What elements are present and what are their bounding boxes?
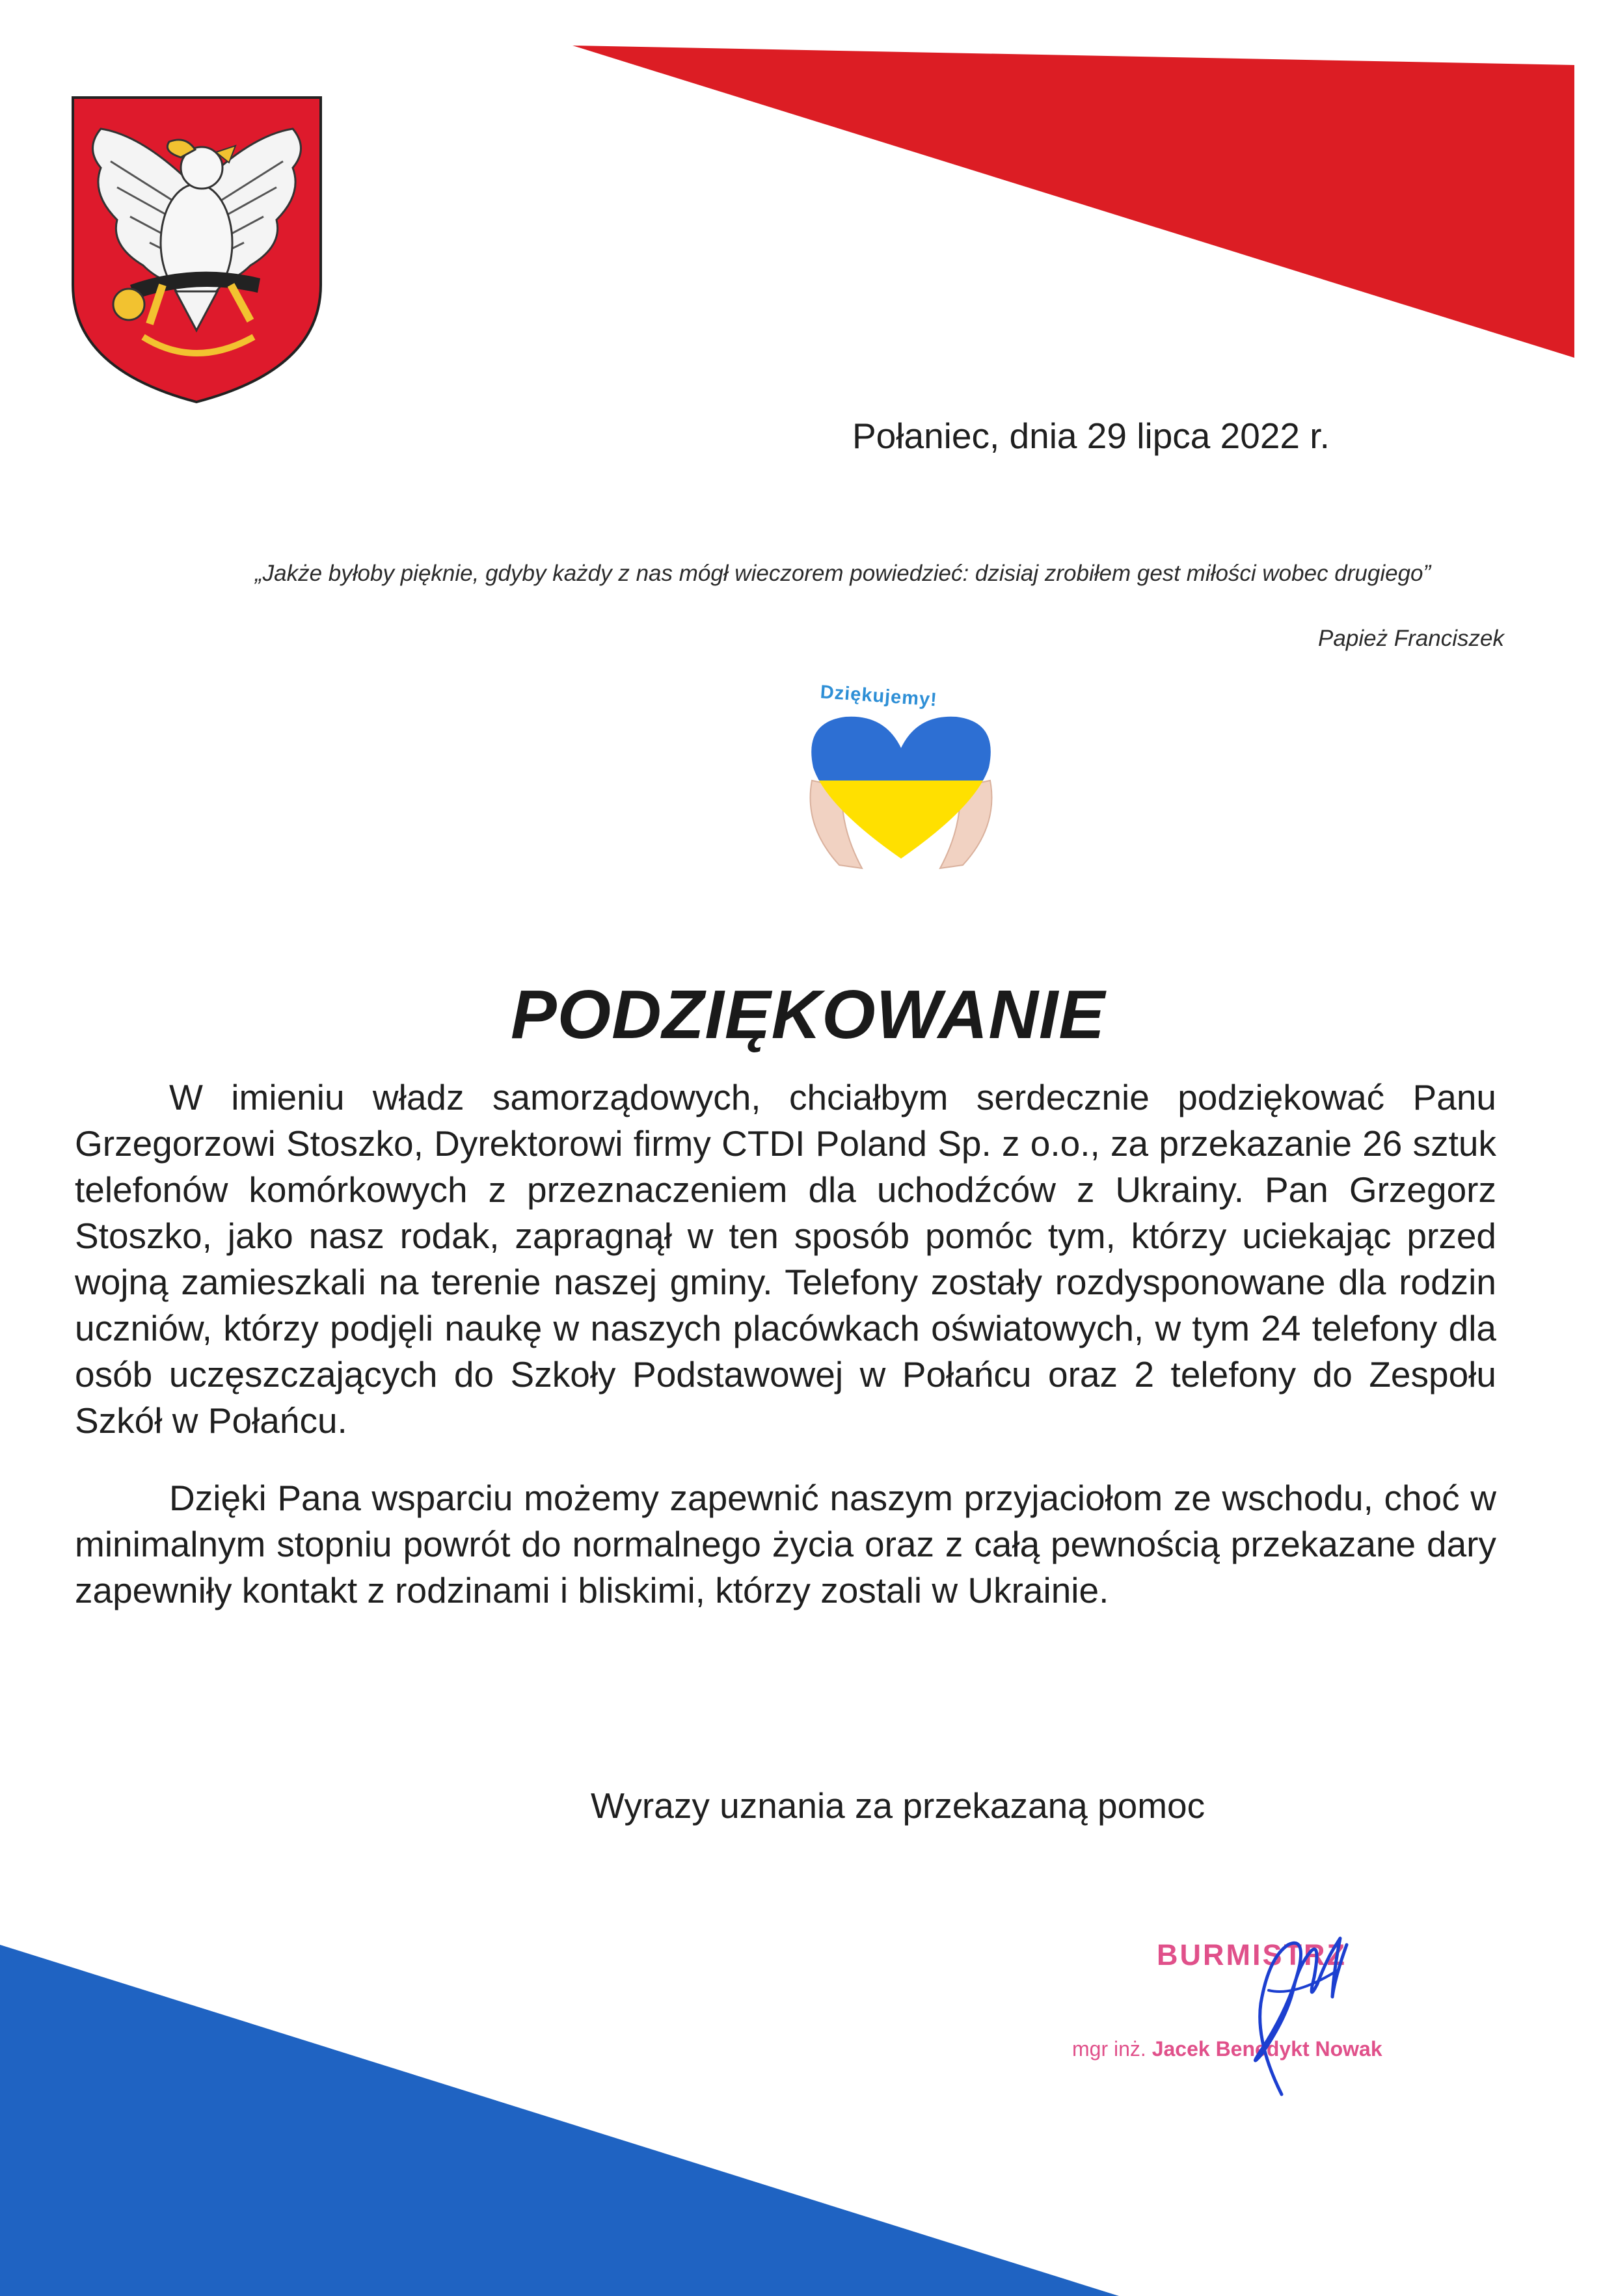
stamp-name-prefix: mgr inż. [1072,2037,1152,2061]
letter-paragraph-2: Dzięki Pana wsparciu możemy zapewnić naszym przyjaciołom ze wschodu, choć w minimalnym stopniu powrót do normalnego życia oraz z całą pewnością przekazane dary zapewniły kontakt z rodzinami i bliskimi, którzy zostali w Ukrainie. [75,1478,1496,1610]
blue-band-shape [0,1945,1119,2296]
stamp-name-full: Jacek Benedykt Nowak [1151,2037,1382,2061]
epigraph-author: Papież Franciszek [1318,626,1504,651]
red-corner-band [572,46,1616,358]
white-eagle-coat-of-arms-icon [65,90,329,408]
letter-title: PODZIĘKOWANIE [510,976,1106,1053]
red-band-shape [572,46,1574,358]
letter-date: Połaniec, dnia 29 lipca 2022 r. [852,416,1330,456]
handwritten-signature-icon [1184,1906,1379,2101]
letter-closing: Wyrazy uznania za przekazaną pomoc [591,1785,1205,1826]
epigraph-quote: „Jakże byłoby pięknie, gdyby każdy z nas mógł wieczorem powiedzieć: dzisiaj zrobiłem gest miłości wobec drugiego” [255,561,1431,586]
blue-corner-band [0,1945,1119,2296]
stamp-title: BURMISTRZ [1157,1938,1347,1971]
thanks-graphic-label: Dziękujemy! [819,682,938,711]
letter-paragraph-1: W imieniu władz samorządowych, chciałbym serdecznie podziękować Panu Grzegorzowi Stoszko, Dyrektorowi firmy CTDI Poland Sp. z o.o., za przekazanie 26 sztuk telefonów komórkowych z przeznaczeniem dla uchodźców z Ukrainy. Pan Grzegorz Stoszko, jako nasz rodak, zapragnął w ten sposób pomóc tym, którzy uciekając przed wojną zamieszkali na terenie naszej gminy. Telefony zostały rozdysponowane dla rodzin uczniów, którzy podjęli naukę w naszych placówkach oświatowych, w tym 24 telefony dla osób uczęszczających do Szkoły Podstawowej w Połańcu oraz 2 telefony do Zespołu Szkół w Połańcu. [75,1077,1496,1441]
